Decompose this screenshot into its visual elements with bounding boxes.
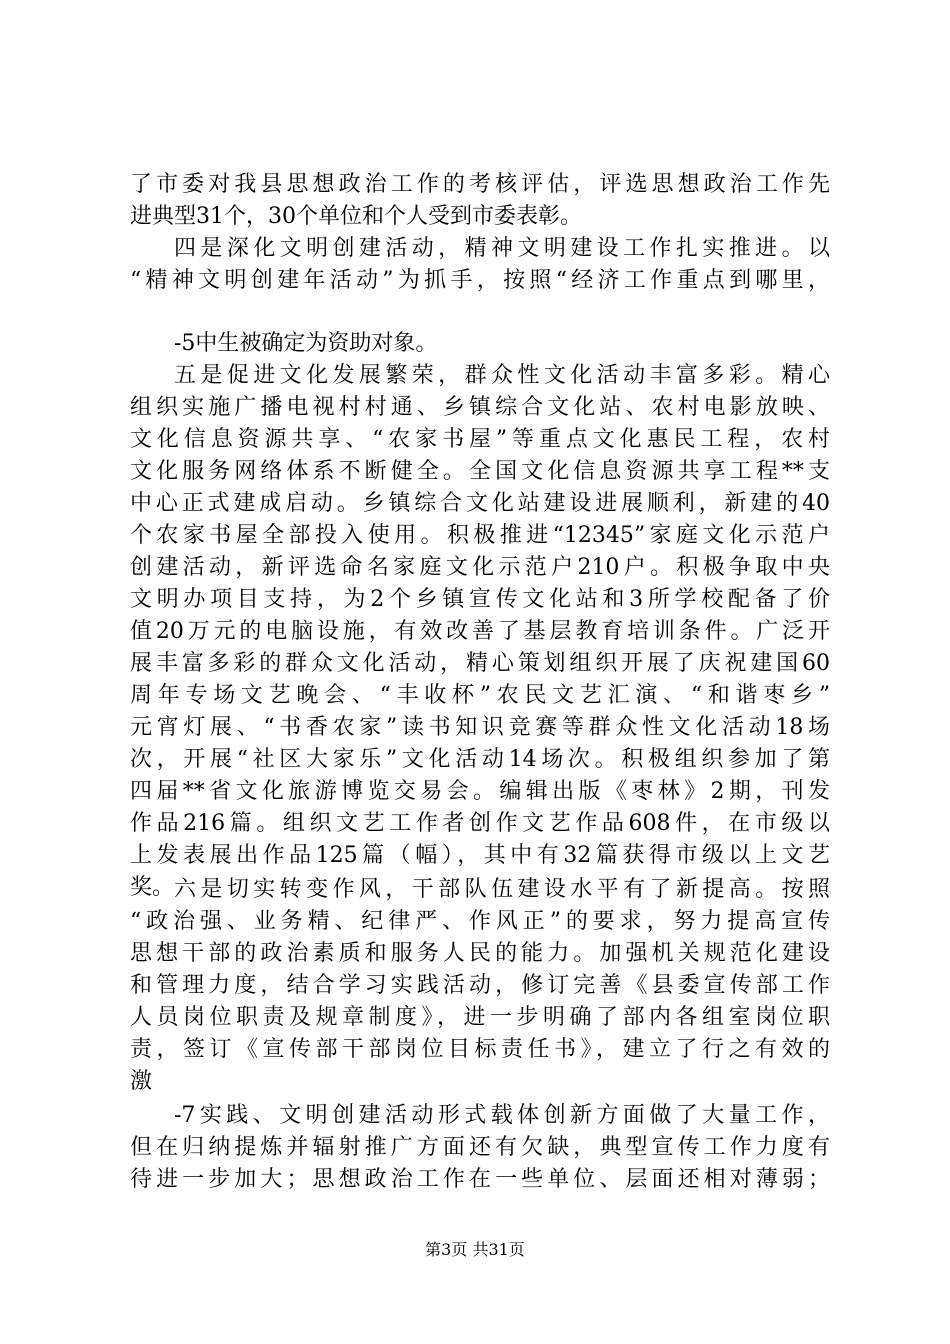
text-line: 奖。	[130, 875, 175, 900]
text-line: 元宵灯展、“书香农家”读书知识竞赛等群众性文化活动18场	[130, 715, 830, 740]
text-line: 人员岗位职责及规章制度》，进一步明确了部内各组室岗位职	[130, 1005, 830, 1030]
text-line: 思想干部的政治素质和服务人民的能力。加强机关规范化建设	[130, 941, 830, 966]
text-line: “精神文明创建年活动”为抓手，按照“经济工作重点到哪里，	[130, 268, 830, 293]
text-line: “政治强、业务精、纪律严、作风正”的要求，努力提高宣传	[130, 909, 830, 934]
page-number-footer: 第3页 共31页	[425, 1240, 525, 1259]
text-line: 作品216篇。组织文艺工作者创作文艺作品608件，在市级以	[130, 811, 830, 836]
text-line: 文明办项目支持，为2个乡镇宣传文化站和3所学校配备了价	[130, 587, 830, 612]
paragraph-first-line: 六是切实转变作风，干部队伍建设水平有了新提高。按照	[174, 877, 830, 902]
text-line: 值20万元的电脑设施，有效改善了基层教育培训条件。广泛开	[130, 619, 830, 644]
text-segment-middle	[130, 328, 830, 904]
text-line: 文化信息资源共享、“农家书屋”等重点文化惠民工程，农村	[130, 427, 830, 452]
text-line: 文化服务网络体系不断健全。全国文化信息资源共享工程**支	[130, 459, 830, 484]
text-line: 四届**省文化旅游博览交易会。编辑出版《枣林》2期，刊发	[130, 779, 830, 804]
paragraph-first-line: 四是深化文明创建活动，精神文明建设工作扎实推进。以	[174, 236, 830, 261]
text-line: 进典型31个，30个单位和个人受到市委表彰。	[130, 204, 582, 229]
text-line: 次，开展“社区大家乐”文化活动14场次。积极组织参加了第	[130, 747, 830, 772]
fragment-line: -7实践、文明创建活动形式载体创新方面做了大量工作，	[174, 1103, 830, 1128]
text-line: 但在归纳提炼并辐射推广方面还有欠缺，典型宣传工作力度有	[130, 1135, 830, 1160]
text-line: 个农家书屋全部投入使用。积极推进“12345”家庭文化示范户	[130, 523, 830, 548]
text-line: 周年专场文艺晚会、“丰收杯”农民文艺汇演、“和谐枣乡”	[130, 683, 830, 708]
fragment-line: -5中生被确定为资助对象。	[174, 331, 438, 356]
text-line: 了市委对我县思想政治工作的考核评估，评选思想政治工作先	[130, 172, 830, 197]
text-segment-seven	[130, 1100, 830, 1196]
text-line: 上发表展出作品125篇（幅），其中有32篇获得市级以上文艺	[130, 843, 830, 868]
text-line: 待进一步加大；思想政治工作在一些单位、层面还相对薄弱；	[130, 1167, 830, 1192]
text-line: 中心正式建成启动。乡镇综合文化站建设进展顺利，新建的40	[130, 491, 830, 516]
text-line: 责，签订《宣传部干部岗位目标责任书》，建立了行之有效的	[130, 1037, 830, 1062]
text-segment-top	[130, 169, 830, 297]
text-line: 创建活动，新评选命名家庭文化示范户210户。积极争取中央	[130, 555, 830, 580]
text-line: 展丰富多彩的群众文化活动，精心策划组织开展了庆祝建国60	[130, 651, 830, 676]
text-segment-six	[130, 874, 830, 1098]
text-line: 组织实施广播电视村村通、乡镇综合文化站、农村电影放映、	[130, 395, 830, 420]
text-line: 激	[130, 1069, 153, 1094]
text-line: 和管理力度，结合学习实践活动，修订完善《县委宣传部工作	[130, 973, 830, 998]
paragraph-first-line: 五是促进文化发展繁荣，群众性文化活动丰富多彩。精心	[174, 363, 830, 388]
